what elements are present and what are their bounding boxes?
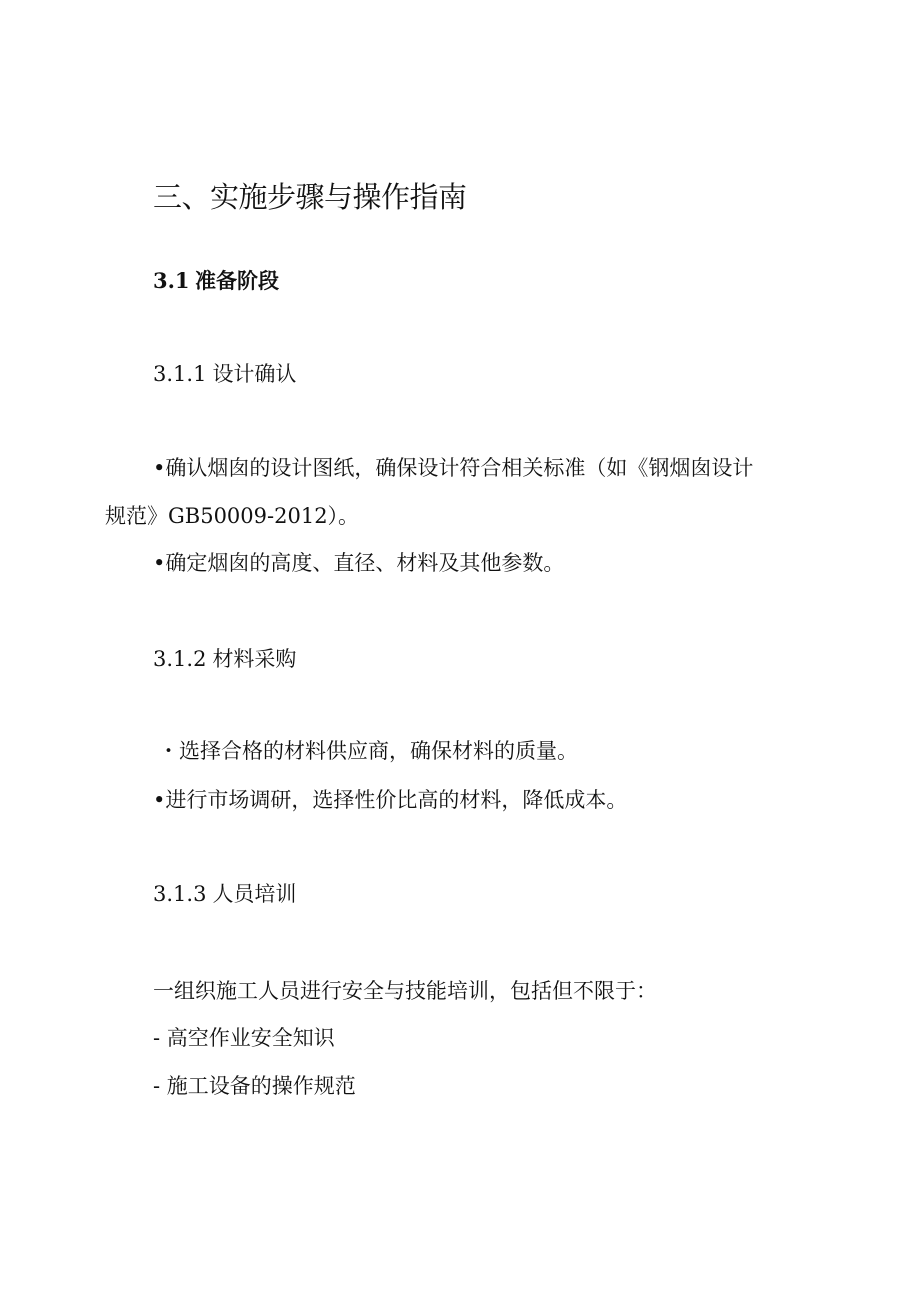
design-confirm-title: 设计确认	[212, 362, 297, 386]
material-purchase-item-1: ・选择合格的材料供应商，确保材料的质量。	[158, 739, 578, 763]
training-item-intro: 一组织施工人员进行安全与技能培训，包括但不限于：	[153, 979, 657, 1003]
material-purchase-title: 材料采购	[212, 647, 297, 671]
training-item-2: - 施工设备的操作规范	[153, 1074, 356, 1098]
design-confirm-item-1: •确认烟囱的设计图纸，确保设计符合相关标准（如《钢烟囱设计	[153, 456, 754, 480]
training-title: 人员培训	[212, 882, 297, 906]
design-confirm-heading	[153, 364, 296, 385]
subsection-number: 3.1	[153, 268, 190, 293]
material-purchase-number: 3.1.2	[153, 647, 207, 671]
material-purchase-heading	[153, 649, 296, 670]
design-confirm-item-2: •确定烟囱的高度、直径、材料及其他参数。	[153, 551, 565, 575]
material-purchase-item-2: •进行市场调研，选择性价比高的材料，降低成本。	[153, 788, 628, 812]
subsection-heading	[153, 270, 279, 291]
training-number: 3.1.3	[153, 882, 207, 906]
design-confirm-number: 3.1.1	[153, 362, 207, 386]
section-heading: 三、实施步骤与操作指南	[153, 180, 467, 214]
training-heading	[153, 884, 296, 905]
subsection-title: 准备阶段	[195, 268, 279, 293]
training-item-1: - 高空作业安全知识	[153, 1026, 335, 1050]
design-confirm-item-1-continued: 规范》GB50009-2012）。	[105, 504, 360, 528]
